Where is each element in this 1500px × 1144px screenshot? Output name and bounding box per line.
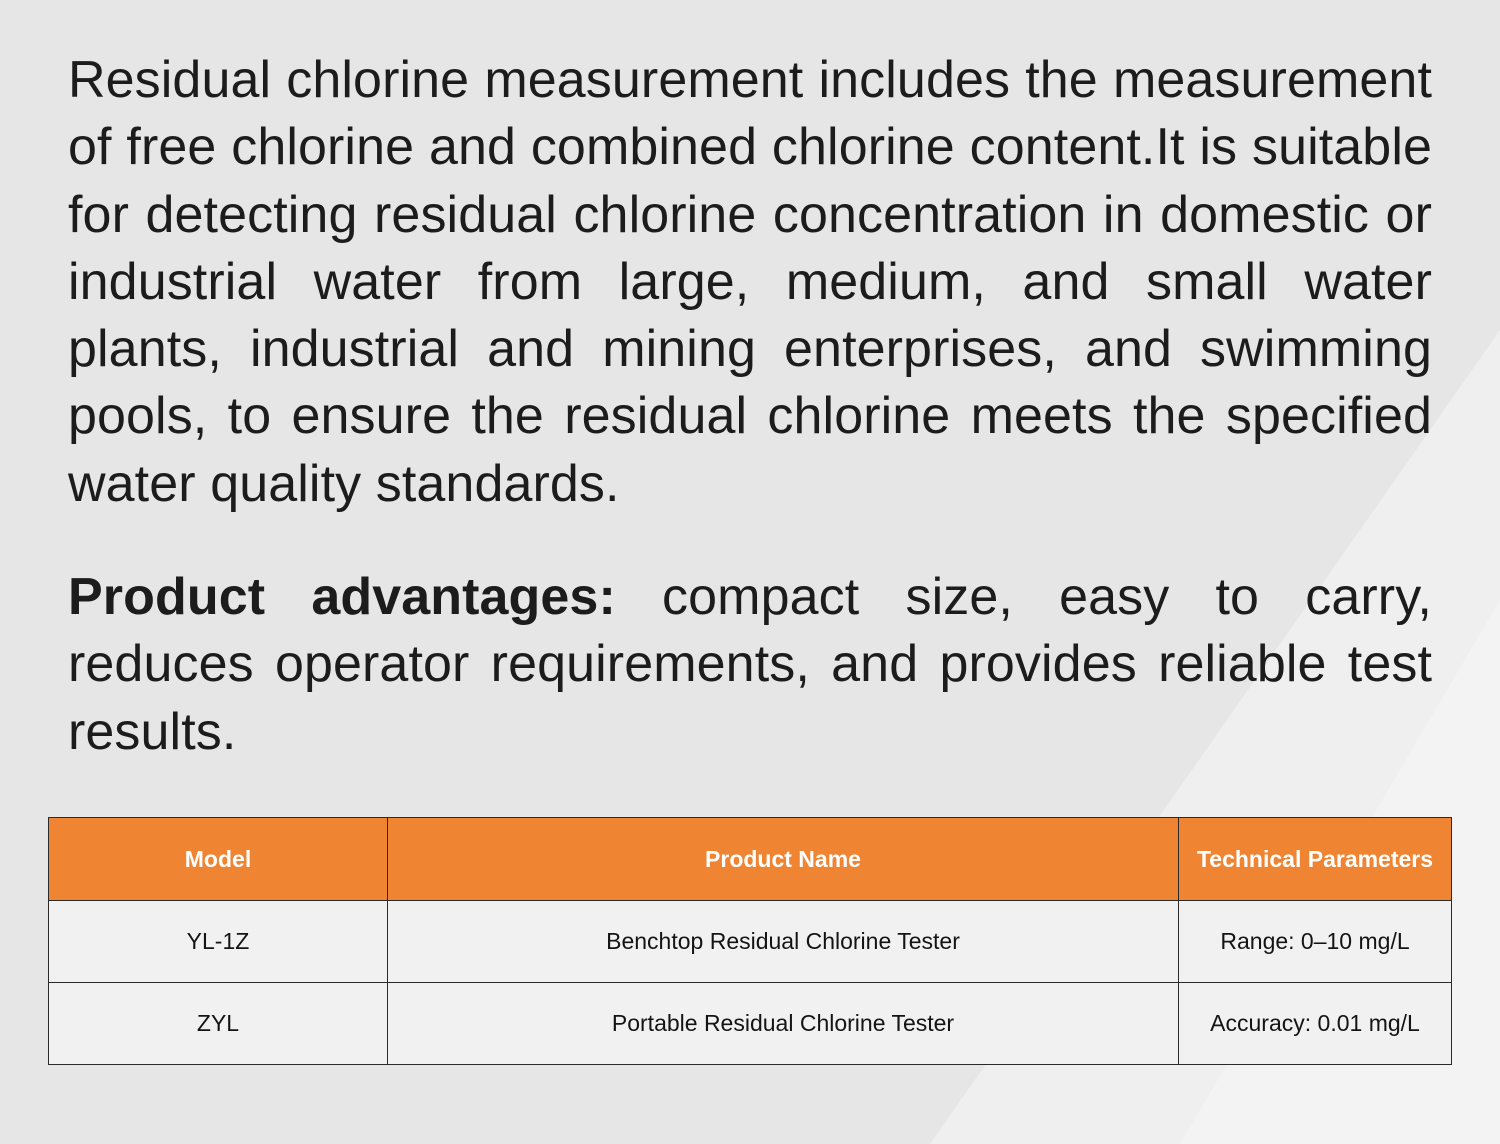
advantages-paragraph	[68, 564, 1432, 766]
cell-product-name: Portable Residual Chlorine Tester	[388, 983, 1179, 1065]
cell-product-name: Benchtop Residual Chlorine Tester	[388, 901, 1179, 983]
header-product-name: Product Name	[388, 818, 1179, 901]
header-model: Model	[49, 818, 388, 901]
table-row	[49, 983, 1452, 1065]
cell-parameters: Range: 0–10 mg/L	[1179, 901, 1452, 983]
advantages-label: Product advantages:	[68, 568, 616, 627]
cell-model: ZYL	[49, 983, 388, 1065]
intro-paragraph: Residual chlorine measurement includes the measurement of free chlorine and combined chlorine content.It is suitable for detecting residual chlorine concentration in domestic or industrial water from large, medium, and small water plants, industrial and mining enterprises, and swimming pools, to ensure the residual chlorine meets the specified water quality standards.	[68, 51, 1432, 513]
product-table	[48, 817, 1452, 1065]
header-technical-parameters: Technical Parameters	[1179, 818, 1452, 901]
cell-model: YL-1Z	[49, 901, 388, 983]
table-header-row	[49, 818, 1452, 901]
advantages-text: compact size, easy to carry, reduces operator requirements, and provides reliable test results.	[68, 568, 1432, 761]
description-block	[68, 47, 1432, 766]
product-table-container	[48, 817, 1451, 1065]
cell-parameters: Accuracy: 0.01 mg/L	[1179, 983, 1452, 1065]
table-row	[49, 901, 1452, 983]
